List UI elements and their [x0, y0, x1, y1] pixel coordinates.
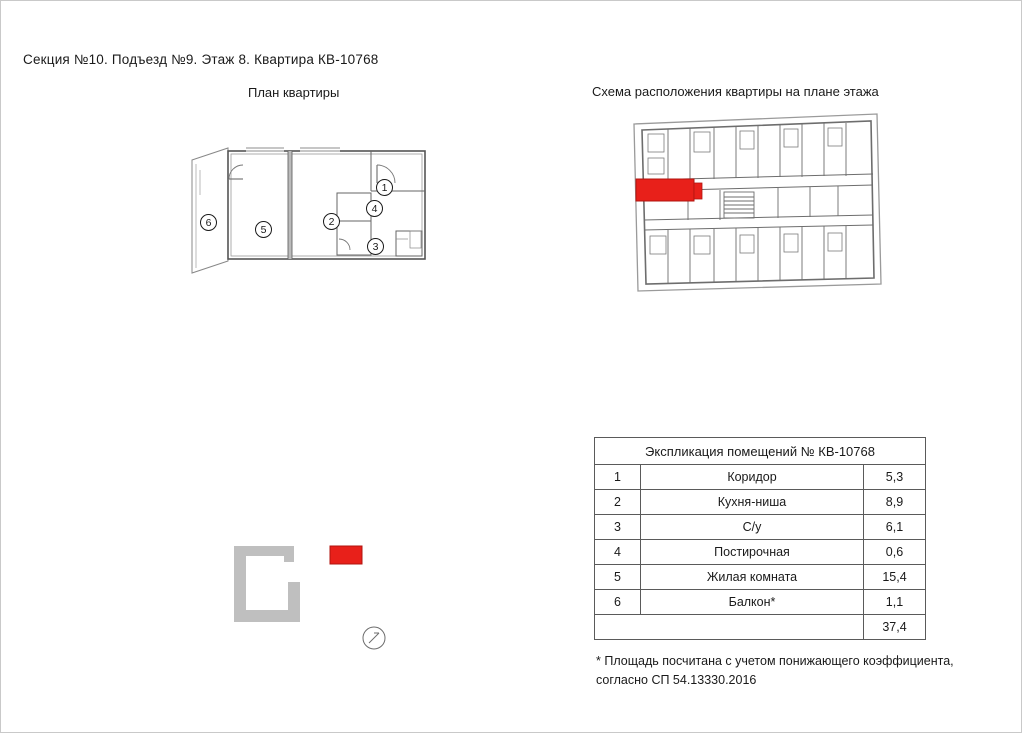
row-area: 0,6 [864, 540, 926, 565]
row-name: Постирочная [641, 540, 864, 565]
row-number: 3 [595, 515, 641, 540]
site-plan-svg [222, 538, 402, 656]
row-name: Жилая комната [641, 565, 864, 590]
apartment-plan-caption: План квартиры [248, 85, 340, 100]
table-row [595, 490, 926, 515]
room-marker-3: 3 [367, 238, 384, 255]
table-row [595, 540, 926, 565]
row-number: 2 [595, 490, 641, 515]
row-number: 5 [595, 565, 641, 590]
highlighted-apartment [636, 179, 702, 201]
row-number: 6 [595, 590, 641, 615]
row-name: С/у [641, 515, 864, 540]
row-area: 15,4 [864, 565, 926, 590]
apartment-plan-drawing [180, 135, 450, 280]
table-row [595, 515, 926, 540]
room-marker-2: 2 [323, 213, 340, 230]
site-highlight-block [330, 546, 362, 564]
row-number: 4 [595, 540, 641, 565]
compass-icon [363, 627, 385, 649]
total-label [595, 615, 864, 640]
floor-location-drawing [628, 108, 886, 296]
room-marker-5: 5 [255, 221, 272, 238]
site-plan-drawing [222, 538, 402, 656]
floor-plan-caption: Схема расположения квартиры на плане этажа [592, 84, 879, 99]
table-row [595, 590, 926, 615]
footnote: * Площадь посчитана с учетом понижающего коэффициента, согласно СП 54.13330.2016 [596, 654, 954, 687]
row-area: 1,1 [864, 590, 926, 615]
apartment-plan-svg [180, 135, 450, 280]
room-marker-4: 4 [366, 200, 383, 217]
floor-plan-svg [628, 108, 886, 296]
room-marker-1: 1 [376, 179, 393, 196]
row-area: 5,3 [864, 465, 926, 490]
row-number: 1 [595, 465, 641, 490]
explication-table [594, 437, 926, 640]
total-area: 37,4 [864, 615, 926, 640]
row-area: 6,1 [864, 515, 926, 540]
table-row [595, 565, 926, 590]
table-header-row [595, 438, 926, 465]
explication-header: Экспликация помещений № КВ-10768 [595, 438, 926, 465]
row-name: Коридор [641, 465, 864, 490]
row-name: Балкон* [641, 590, 864, 615]
row-name: Кухня-ниша [641, 490, 864, 515]
row-area: 8,9 [864, 490, 926, 515]
table-total-row [595, 615, 926, 640]
page-title: Секция №10. Подъезд №9. Этаж 8. Квартира КВ-10768 [23, 52, 379, 67]
room-marker-6: 6 [200, 214, 217, 231]
table-row [595, 465, 926, 490]
